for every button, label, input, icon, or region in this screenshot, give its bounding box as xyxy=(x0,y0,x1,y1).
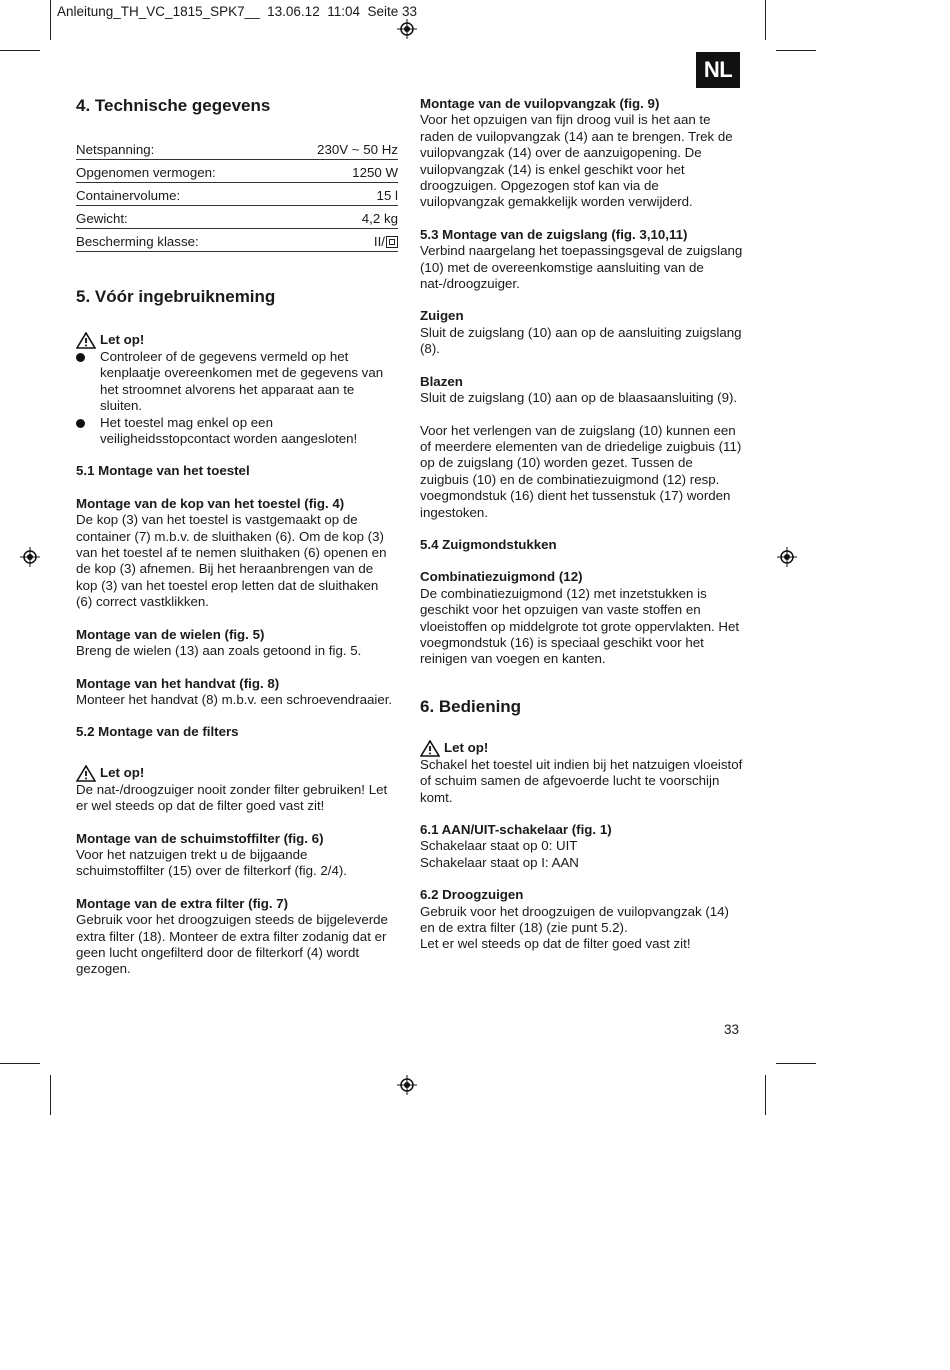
paragraph-heading: Montage van de extra filter (fig. 7) xyxy=(76,895,289,911)
subsection-title: 5.4 Zuigmondstukken xyxy=(420,536,557,552)
paragraph-heading: Montage van de vuilopvangzak (fig. 9) xyxy=(420,96,660,111)
crop-mark xyxy=(776,50,816,51)
subsection-title: 6.2 Droogzuigen xyxy=(420,887,524,903)
warning-heading xyxy=(76,765,398,782)
paragraph: Schakelaar staat op 0: UIT xyxy=(420,838,578,854)
registration-mark-icon xyxy=(397,1075,417,1095)
warning-triangle-icon xyxy=(76,332,96,349)
crop-mark xyxy=(765,0,766,40)
bullet-text: Controleer of de gegevens vermeld op het kenplaatje overeenkomen met de gegevens van het stroomnet alvorens het apparaat aan te sluiten. xyxy=(100,349,384,414)
warning-label: Let op! xyxy=(444,740,489,756)
spec-label: Bescherming klasse: xyxy=(76,233,199,249)
paragraph: Voor het natzuigen trekt u de bijgaande schuimstoffilter (15) over de filterkorf (fig. 2/4). xyxy=(76,846,347,879)
double-insulation-icon xyxy=(386,236,398,248)
spec-row xyxy=(76,229,398,252)
spec-value: 230V ~ 50 Hz xyxy=(317,141,398,157)
warning-label: Let op! xyxy=(100,765,145,781)
spec-row xyxy=(76,206,398,229)
paragraph-heading: Blazen xyxy=(420,373,463,389)
language-badge: NL xyxy=(696,52,740,88)
warning-triangle-icon xyxy=(76,765,96,782)
spec-row xyxy=(76,160,398,183)
paragraph-heading: Montage van de kop van het toestel (fig. 4) xyxy=(76,495,345,511)
subsection-title: 5.3 Montage van de zuigslang (fig. 3,10,11) xyxy=(420,226,688,242)
bullet-icon xyxy=(76,415,100,448)
crop-mark xyxy=(776,1063,816,1064)
paragraph: Voor het verlengen van de zuigslang (10) kunnen een of meerdere elementen van de driedelige zuigbuis (11) op de zuigslang (10) worden gezet. Tussen de zuigbuis (10) en de combinatiezuigmond (12) resp. voegmondstuk (16) dient het tussenstuk (17) worden ingestoken. xyxy=(420,422,742,520)
bullet-text: Het toestel mag enkel op een veiligheidsstopcontact worden aangesloten! xyxy=(100,414,358,447)
paragraph: Schakel het toestel uit indien bij het natzuigen vloeistof of schuim samen de afgevoerde lucht te voorschijn komt. xyxy=(420,756,743,805)
crop-mark xyxy=(0,1063,40,1064)
spec-label: Netspanning: xyxy=(76,141,155,157)
subsection-title: 5.1 Montage van het toestel xyxy=(76,463,250,479)
paragraph: Breng de wielen (13) aan zoals getoond in fig. 5. xyxy=(76,643,362,659)
subsection-title: 6.1 AAN/UIT-schakelaar (fig. 1) xyxy=(420,822,612,837)
crop-mark xyxy=(50,0,51,40)
spec-label: Containervolume: xyxy=(76,187,181,203)
bullet-icon xyxy=(76,349,100,415)
spec-table xyxy=(76,137,398,252)
spec-value: 4,2 kg xyxy=(361,210,398,226)
warning-triangle-icon xyxy=(420,740,440,757)
paragraph: De combinatiezuigmond (12) met inzetstukken is geschikt voor het opzuigen van vaste stoffen en vloeistoffen op middelgrote tot grote oppervlakten. Het voegmondstuk (16) is speciaal geschikt voor het reinigen van voegen en kanten. xyxy=(420,585,740,667)
paragraph: Gebruik voor het droogzuigen de vuilopvangzak (14) en de extra filter (18) (zie punt 5.2). xyxy=(420,903,729,936)
warning-heading xyxy=(420,740,745,757)
warning-heading xyxy=(76,332,398,349)
registration-mark-icon xyxy=(777,547,797,567)
spec-row xyxy=(76,183,398,206)
paragraph: Gebruik voor het droogzuigen steeds de bijgeleverde extra filter (18). Monteer de extra filter zodanig dat er geen lucht ongefilterd door de filterkorf (4) wordt gezogen. xyxy=(76,912,388,977)
subsection-title: 5.2 Montage van de filters xyxy=(76,724,239,740)
paragraph-heading: Montage van de wielen (fig. 5) xyxy=(76,626,265,642)
crop-mark xyxy=(50,1075,51,1115)
right-column xyxy=(420,96,745,953)
paragraph-heading: Montage van de schuimstoffilter (fig. 6) xyxy=(76,830,324,846)
paragraph: Schakelaar staat op I: AAN xyxy=(420,854,579,870)
section-title: 6. Bediening xyxy=(420,696,522,716)
paragraph: Voor het opzuigen van fijn droog vuil is het aan te raden de vuilopvangzak (14) aan te brengen. Trek de vuilopvangzak (14) over de aanzuigopening. De vuilopvangzak (14) is enkel geschikt voor het droogzuigen. Opgezogen stof kan via de vuilopvangzak gemakkelijk worden verwijderd. xyxy=(420,112,733,210)
spec-value: 1250 W xyxy=(352,164,398,180)
paragraph: Sluit de zuigslang (10) aan op de blaasaansluiting (9). xyxy=(420,390,738,406)
crop-mark xyxy=(765,1075,766,1115)
list-item xyxy=(76,415,398,448)
registration-mark-icon xyxy=(20,547,40,567)
registration-mark-icon xyxy=(397,19,417,39)
paragraph-heading: Combinatiezuigmond (12) xyxy=(420,569,583,585)
paragraph: Let er wel steeds op dat de filter goed vast zit! xyxy=(420,936,691,952)
spec-label: Opgenomen vermogen: xyxy=(76,164,216,180)
spec-value xyxy=(374,234,398,250)
section-title: 4. Technische gegevens xyxy=(76,96,271,115)
crop-mark xyxy=(0,50,40,51)
paragraph: De kop (3) van het toestel is vastgemaakt op de container (7) m.b.v. de sluithaken (6). Om de kop (3) van het toestel af te nemen sluithaken (6) openen en de kop (3) afnemen. Bij het heraanbrengen van de kop (3) van het toestel erop letten dat de sluithaken (6) correct vastklikken. xyxy=(76,512,387,610)
spec-label: Gewicht: xyxy=(76,210,128,226)
list-item xyxy=(76,349,398,415)
page-number: 33 xyxy=(724,1022,740,1037)
spec-row xyxy=(76,137,398,160)
paragraph-heading: Zuigen xyxy=(420,308,464,324)
section-title: 5. Vóór ingebruikneming xyxy=(76,287,276,306)
paragraph: Verbind naargelang het toepassingsgeval de zuigslang (10) met de overeenkomstige aansluiting van de nat-/droogzuiger. xyxy=(420,243,743,292)
left-column xyxy=(76,95,398,978)
warning-label: Let op! xyxy=(100,332,145,348)
paragraph-heading: Montage van het handvat (fig. 8) xyxy=(76,675,280,691)
paragraph: De nat-/droogzuiger nooit zonder filter gebruiken! Let er wel steeds op dat de filter goed vast zit! xyxy=(76,781,388,814)
paragraph: Sluit de zuigslang (10) aan op de aansluiting zuigslang (8). xyxy=(420,324,742,357)
running-head: Anleitung_TH_VC_1815_SPK7__ 13.06.12 11:04 Seite 33 xyxy=(57,4,418,19)
protection-class-text: II/ xyxy=(373,233,385,249)
spec-value: 15 l xyxy=(376,187,398,203)
paragraph: Monteer het handvat (8) m.b.v. een schroevendraaier. xyxy=(76,691,393,707)
